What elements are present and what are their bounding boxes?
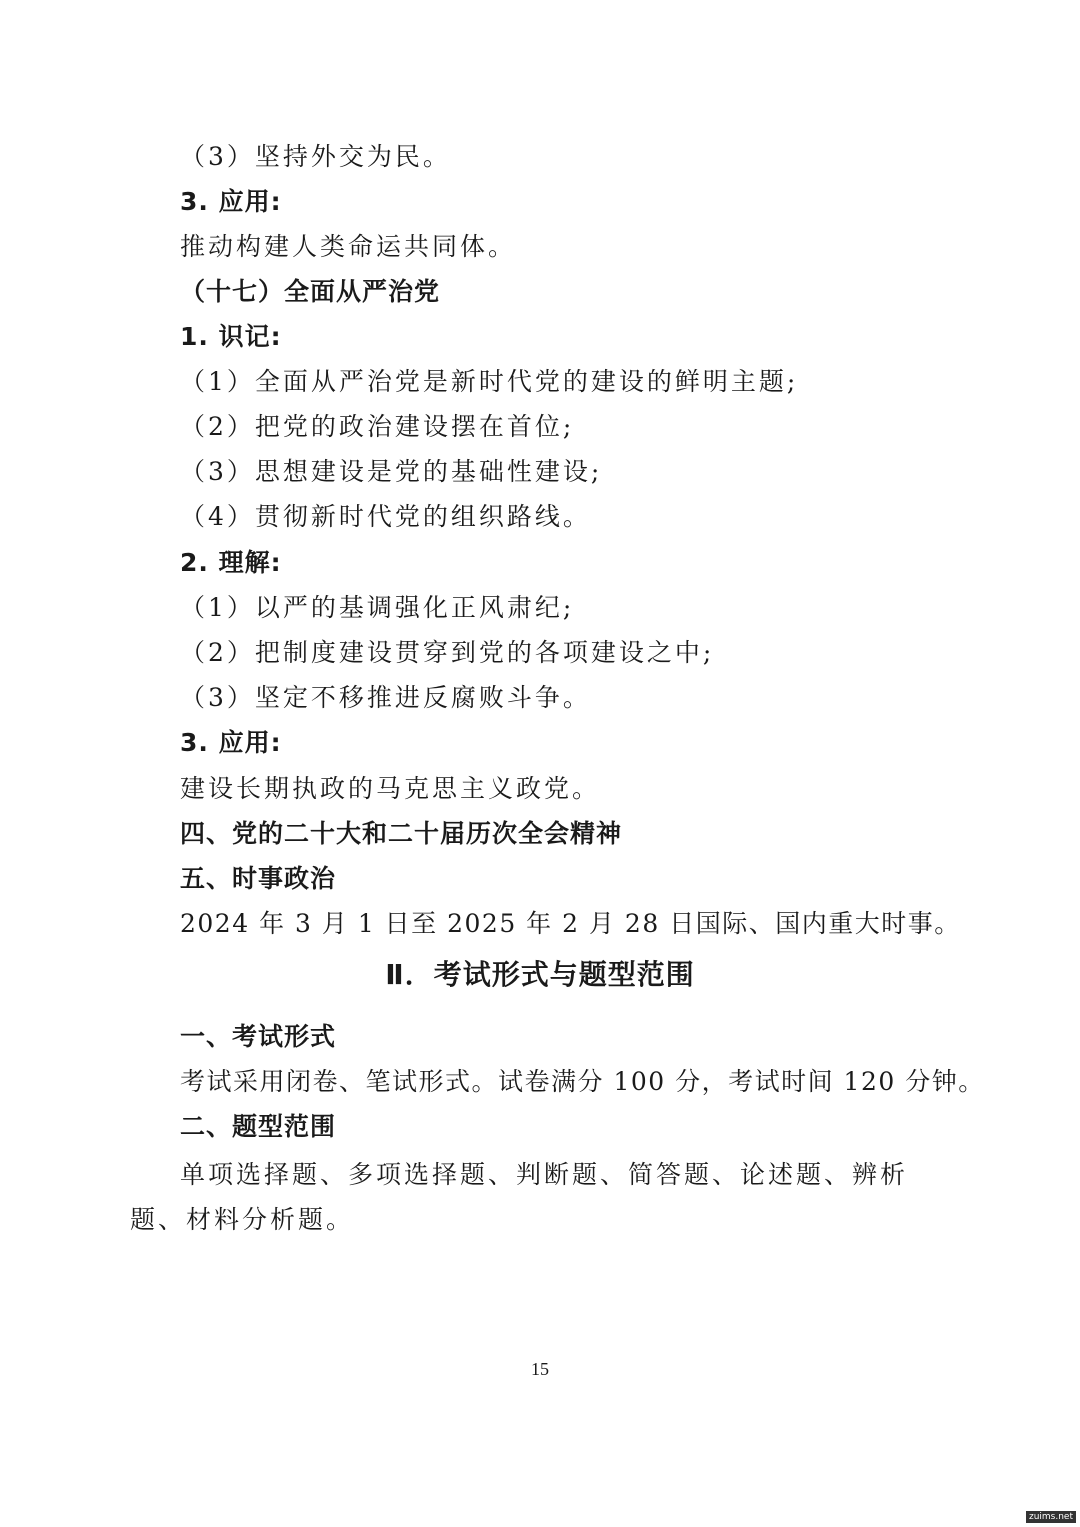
text-line: （3）坚持外交为民。: [180, 142, 451, 171]
text-line: 考试采用闭卷、笔试形式。试卷满分 100 分，考试时间 120 分钟。: [180, 1067, 985, 1096]
text-line: （3）思想建设是党的基础性建设;: [180, 457, 603, 486]
text-line: （1）以严的基调强化正风肃纪;: [180, 593, 575, 622]
section-heading: 二、题型范围: [180, 1112, 337, 1141]
text-line: 2024 年 3 月 1 日至 2025 年 2 月 28 日国际、国内重大时事。: [180, 909, 961, 938]
text-line: 建设长期执政的马克思主义政党。: [180, 774, 601, 803]
section-heading: 四、党的二十大和二十届历次全会精神: [180, 819, 623, 848]
section-heading: （十七）全面从严治党: [180, 277, 441, 306]
part-title: Ⅱ．考试形式与题型范围: [385, 958, 695, 991]
watermark-logo: zuims.net: [1026, 1511, 1076, 1523]
text-line: （2）把党的政治建设摆在首位;: [180, 412, 575, 441]
text-line: （1）全面从严治党是新时代党的建设的鲜明主题;: [180, 367, 799, 396]
text-line: （2）把制度建设贯穿到党的各项建设之中;: [180, 638, 715, 667]
text-line: 推动构建人类命运共同体。: [180, 232, 517, 261]
text-line: （3）坚定不移推进反腐败斗争。: [180, 683, 591, 712]
text-line: （4）贯彻新时代党的组织路线。: [180, 502, 591, 531]
subheading: 3. 应用:: [180, 187, 282, 216]
subheading: 1. 识记:: [180, 322, 282, 351]
section-heading: 一、考试形式: [180, 1022, 337, 1051]
subheading: 2. 理解:: [180, 548, 282, 577]
page-number: 15: [531, 1359, 549, 1379]
subheading: 3. 应用:: [180, 728, 282, 757]
paragraph: 单项选择题、多项选择题、判断题、简答题、论述题、辨析题、材料分析题。: [130, 1160, 909, 1234]
section-heading: 五、时事政治: [180, 864, 337, 893]
